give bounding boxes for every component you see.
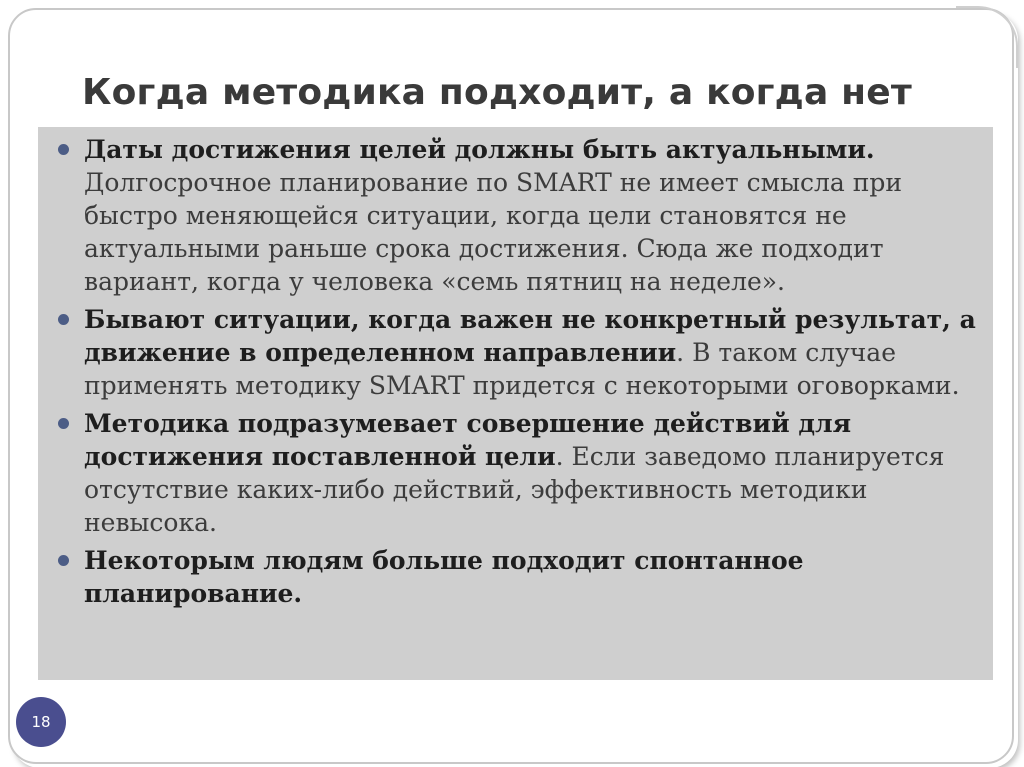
bullet-dot-icon	[58, 314, 69, 325]
bullet-item	[52, 544, 980, 610]
bullet-dot-icon	[58, 555, 69, 566]
bullet-bold-text: Методика подразумевает совершение действий для достижения поставленной цели	[84, 409, 852, 471]
page-curl-decoration	[956, 6, 1018, 68]
bullet-bold-text: Даты достижения целей должны быть актуальными.	[84, 135, 875, 164]
bullet-text: . Если заведомо планируется отсутствие каких-либо действий, эффективность методики невысока.	[84, 442, 945, 537]
slide-title: Когда методика подходит, а когда нет	[82, 72, 912, 113]
bullet-item	[52, 303, 980, 402]
page-number: 18	[31, 713, 51, 731]
bullet-item	[52, 133, 980, 298]
bullet-text: Долгосрочное планирование по SMART не имеет смысла при быстро меняющейся ситуации, когда цели становятся не актуальными раньше срока достижения. Сюда же подходит вариант, когда у человека «семь пятниц на неделе».	[84, 168, 903, 296]
bullet-bold-text: Бывают ситуации, когда важен не конкретный результат, а движение в определенном направлении	[84, 305, 976, 367]
content-box	[38, 127, 993, 680]
bullet-text: . В таком случае применять методику SMART придется с некоторыми оговорками.	[84, 338, 960, 400]
bullet-bold-text: Некоторым людям больше подходит спонтанное планирование.	[84, 546, 804, 608]
page-number-badge	[16, 697, 66, 747]
bullet-dot-icon	[58, 144, 69, 155]
bullet-list	[52, 133, 980, 615]
bullet-dot-icon	[58, 418, 69, 429]
bullet-item	[52, 407, 980, 539]
